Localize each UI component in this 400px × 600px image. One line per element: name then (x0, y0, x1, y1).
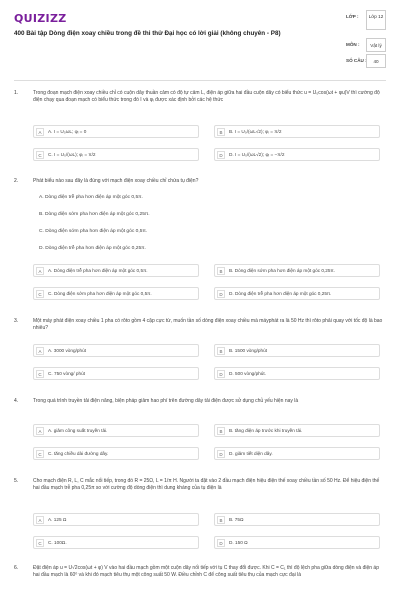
option-a[interactable] (33, 125, 199, 138)
option-letter: B (217, 516, 225, 524)
option-text: B. 1500 vòng/phút (229, 348, 268, 353)
option-text: D. I = U₀/(ωL√2); φᵢ = −π/2 (229, 152, 285, 157)
option-b[interactable] (214, 344, 380, 357)
quizizz-logo: QUIZIZZ (14, 12, 67, 25)
option-d[interactable] (214, 287, 380, 300)
question-number: 4. (14, 398, 19, 404)
question-number: 1. (14, 90, 19, 96)
option-letter: C (36, 290, 44, 298)
option-b[interactable] (214, 264, 380, 277)
question-text: Trong quá trình truyền tải điện năng, biện pháp giảm hao phí trên đường dây tải điện được sử dụng chủ yếu hiện nay là (33, 398, 299, 404)
option-letter: D (217, 370, 225, 378)
option-letter: B (217, 427, 225, 435)
option-text: A. 125 Ω (48, 517, 67, 522)
question-text: Đặt điện áp u = U√2cos(ωt + φ) V vào hai đầu mạch gồm một cuộn dây nối tiếp với tụ C thay đổi được. Khi C = C₁ thì độ lệch pha giữa dòng điện và điện áp hai đầu mạch là 60⁰ và khi đó mạch tiêu thụ một công suất 50 W. Điều chỉnh C để công suất tiêu thụ của mạch cực đại là (33, 565, 379, 578)
option-letter: A (36, 347, 44, 355)
option-b[interactable] (214, 513, 380, 526)
option-b[interactable] (214, 125, 380, 138)
question-text: Phát biểu nào sau đây là đúng với mạch điện xoay chiều chỉ chứa tụ điện? (33, 178, 199, 184)
option-letter: A (36, 516, 44, 524)
option-a[interactable] (33, 513, 199, 526)
page-title: 400 Bài tập Dòng điện xoay chiều trong đề thi thử Đại học có lời giải (không chuyên - P8) (14, 30, 281, 37)
option-b[interactable] (214, 424, 380, 437)
option-letter: D (217, 539, 225, 547)
question-number: 2. (14, 178, 19, 184)
option-text: A. giảm công suất truyền tải. (48, 428, 108, 433)
option-text: D. 500 vòng/phút. (229, 371, 267, 376)
statement-d: D. Dòng điện trễ pha hơn điện áp một góc 0,25π. (39, 246, 146, 251)
statement-b: B. Dòng điện sớm pha hơn điện áp một góc 0,25π. (39, 212, 150, 217)
option-letter: C (36, 539, 44, 547)
option-c[interactable] (33, 148, 199, 161)
option-text: B. tăng điện áp trước khi truyền tải. (229, 428, 303, 433)
option-text: D. giảm tiết diện dây. (229, 451, 273, 456)
meta-subject (346, 38, 400, 52)
statement-c: C. Dòng điện sớm pha hơn điện áp một góc 0,5π. (39, 229, 148, 234)
meta-class (346, 10, 400, 24)
option-letter: B (217, 347, 225, 355)
option-a[interactable] (33, 264, 199, 277)
option-text: D. 150 Ω (229, 540, 248, 545)
option-letter: C (36, 151, 44, 159)
option-c[interactable] (33, 536, 199, 549)
meta-value: 40 (366, 54, 386, 68)
option-d[interactable] (214, 536, 380, 549)
meta-key: LỚP : (346, 14, 359, 19)
option-d[interactable] (214, 367, 380, 380)
option-letter: A (36, 128, 44, 136)
option-letter: C (36, 370, 44, 378)
option-text: B. Dòng điện sớm pha hơn điện áp một góc 0,25π. (229, 268, 336, 273)
meta-value: Lớp 12 (366, 10, 386, 30)
option-letter: A (36, 427, 44, 435)
option-d[interactable] (214, 148, 380, 161)
question-number: 5. (14, 478, 19, 484)
bottom-fade (0, 592, 400, 600)
option-letter: B (217, 128, 225, 136)
option-text: A. I = U₀ωL; φᵢ = 0 (48, 129, 87, 134)
option-d[interactable] (214, 447, 380, 460)
option-text: B. 75Ω (229, 517, 244, 522)
question-number: 3. (14, 318, 19, 324)
meta-key: SỐ CÂU : (346, 58, 367, 63)
option-text: A. Dòng điện trễ pha hơn điện áp một góc 0,5π. (48, 268, 148, 273)
statement-a: A. Dòng điện trễ pha hơn điện áp một góc 0,5π. (39, 195, 143, 200)
option-text: C. 750 vòng/ phút (48, 371, 86, 376)
option-c[interactable] (33, 287, 199, 300)
question-text: Trong đoạn mạch điện xoay chiều chỉ có cuộn dây thuần cảm có độ tự cảm L, điện áp giữa hai đầu cuộn dây có biểu thức u = U₀cos(ωt + φu)V thì cường độ điện chạy qua đoạn mạch có biểu thức trong đó I và φᵢ được xác định bởi các hệ thức (33, 90, 380, 103)
option-text: D. Dòng điện trễ pha hơn điện áp một góc 0,25π. (229, 291, 332, 296)
option-letter: A (36, 267, 44, 275)
option-letter: D (217, 450, 225, 458)
option-letter: D (217, 290, 225, 298)
question-text: Một máy phát điện xoay chiều 1 pha có rôto gồm 4 cặp cực từ, muốn tần số dòng điện xoay chiều mà máyphát ra là 50 Hz thì rôto phải quay với tốc độ là bao nhiêu? (33, 318, 383, 331)
question-text: Cho mạch điện R, L, C mắc nối tiếp, trong đó R = 25Ω, L = 1/π H. Người ta đặt vào 2 đầu mạch điện hiệu điện thế xoay chiều tần số 50 Hz. Để hiệu điện thế hai đầu mạch trễ pha 0,25π so với cường độ dòng điện thì dung kháng của tụ điện là (33, 478, 380, 491)
option-a[interactable] (33, 344, 199, 357)
option-letter: B (217, 267, 225, 275)
option-c[interactable] (33, 367, 199, 380)
option-text: C. I = U₀/(ωL); φᵢ = π/2 (48, 152, 96, 157)
divider (14, 80, 386, 81)
option-c[interactable] (33, 447, 199, 460)
meta-count (346, 54, 400, 68)
question-number: 6. (14, 565, 19, 571)
option-a[interactable] (33, 424, 199, 437)
option-text: C. 100Ω. (48, 540, 67, 545)
option-text: C. Dòng điện sớm pha hơn điện áp một góc 0,5π. (48, 291, 152, 296)
option-text: B. I = U₀/(ωL√2); φᵢ = π/2 (229, 129, 282, 134)
option-letter: D (217, 151, 225, 159)
option-text: A. 3000 vòng/phút (48, 348, 87, 353)
option-text: C. tăng chiều dài đường dây. (48, 451, 109, 456)
option-letter: C (36, 450, 44, 458)
meta-value: Vật lý (366, 38, 386, 52)
meta-key: MÔN : (346, 42, 360, 47)
